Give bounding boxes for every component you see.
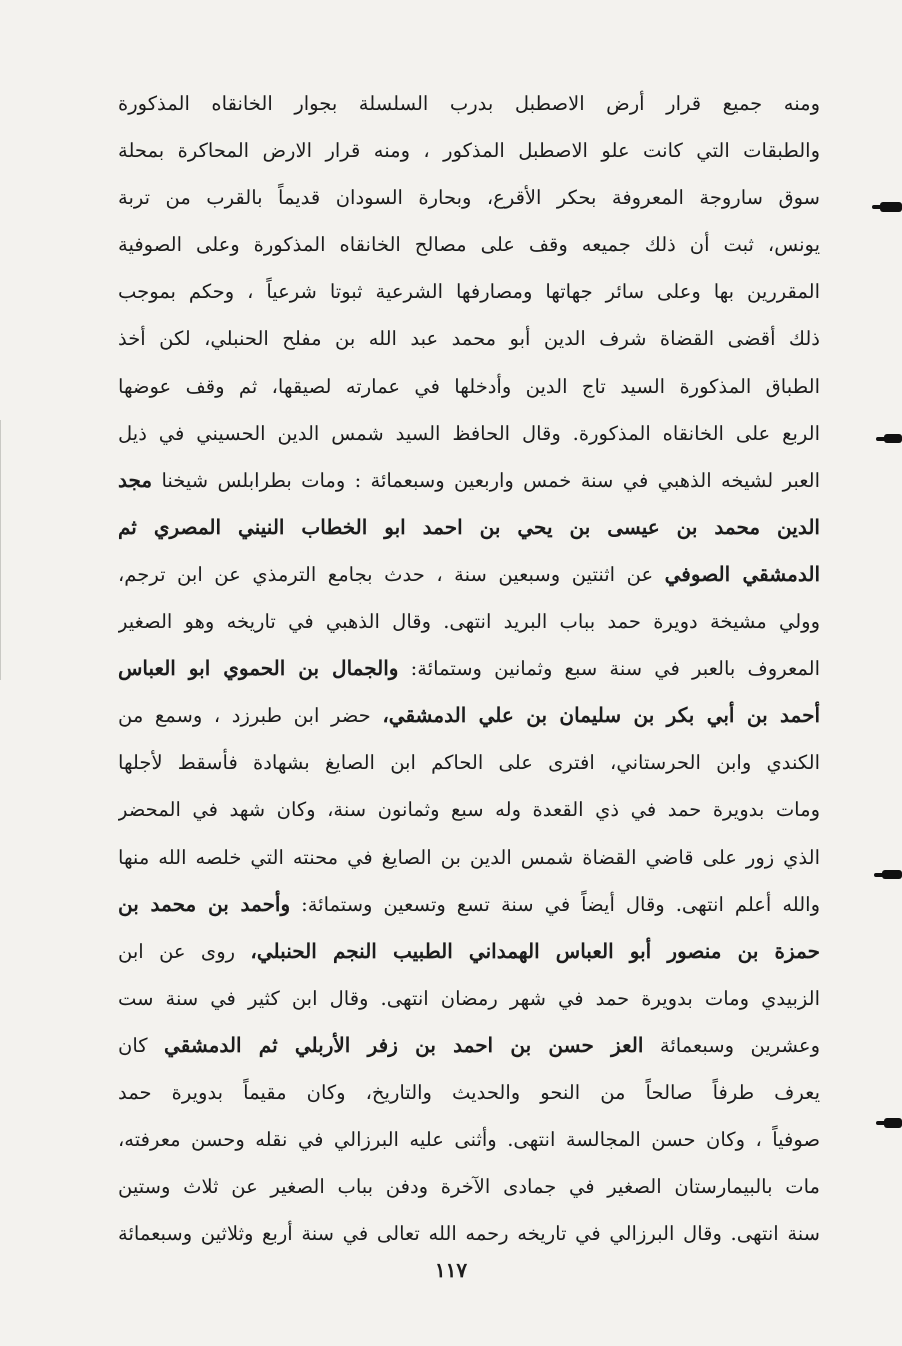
text-segment: المعروف بالعبر في سنة سبع وثمانين وستمائة: — [398, 657, 820, 681]
text-segment: ذلك أقضى القضاة شرف الدين أبو محمد عبد الله بن مفلح الحنبلي، لكن أخذ — [118, 327, 820, 351]
text-segment: العبر لشيخه الذهبي في سنة خمس واربعين وسبعمائة : ومات بطرابلس شيخنا — [152, 468, 820, 492]
text-segment: سنة انتهى. وقال البرزالي في تاريخه رحمه الله تعالى في سنة أربع وثلاثين وسبعمائة — [118, 1222, 820, 1246]
text-line — [118, 598, 820, 645]
bold-name-segment: مجد — [118, 467, 153, 492]
text-line — [118, 1210, 820, 1257]
text-segment: وولي مشيخة دويرة حمد بباب البريد انتهى. وقال الذهبي في تاريخه وهو الصغير — [118, 610, 820, 634]
text-segment: يونس، ثبت أن ذلك جميعه وقف على مصالح الخانقاه المذكورة وعلى الصوفية — [118, 233, 820, 257]
text-segment: حضر ابن طبرزد ، وسمع من — [118, 704, 383, 728]
text-line — [118, 645, 820, 692]
margin-mark-1 — [880, 202, 902, 212]
bold-name-segment: والجمال بن الحموي ابو العباس — [118, 656, 399, 681]
text-segment: عن اثنتين وسبعين سنة ، حدث بجامع الترمذي عن ابن ترجم، — [118, 562, 665, 586]
text-line — [118, 410, 820, 457]
bold-name-segment: حمزة بن منصور أبو العباس الهمداني الطبيب النجم الحنبلي، — [250, 938, 820, 963]
text-segment: كان — [118, 1033, 165, 1057]
text-segment: المقررين بها وعلى سائر جهاتها ومصارفها الشرعية ثبوتا شرعياً ، وحكم بموجب — [118, 280, 820, 304]
text-line — [118, 692, 820, 739]
text-line — [118, 1069, 820, 1116]
text-line — [118, 928, 820, 975]
text-segment: والله أعلم انتهى. وقال أيضاً في سنة تسع وتسعين وستمائة: — [290, 892, 820, 916]
page-number: ١١٧ — [434, 1258, 468, 1282]
text-line — [118, 551, 820, 598]
text-segment: الطباق المذكورة السيد تاج الدين وأدخلها في عمارته لصيقها، ثم وقف عوضها — [118, 374, 820, 398]
text-segment: وعشرين وسبعمائة — [643, 1033, 820, 1057]
text-segment: مات بالبيمارستان الصغير في جمادى الآخرة ودفن بباب الصغير عن ثلاث وستين — [118, 1175, 820, 1199]
text-segment: ومات بدويرة حمد في ذي القعدة وله سبع وثمانون سنة، وكان شهد في المحضر — [118, 798, 820, 822]
text-segment: الذي زور على قاضي القضاة شمس الدين بن الصايغ في محنته التي خلصه الله منها — [118, 845, 820, 869]
text-line — [118, 1163, 820, 1210]
text-segment: الربع على الخانقاه المذكورة. وقال الحافظ السيد شمس الدين الحسيني في ذيل — [118, 421, 820, 445]
text-line — [118, 1022, 820, 1069]
text-line — [118, 80, 820, 127]
bold-name-segment: العز حسن بن احمد بن زفر الأربلي ثم الدمشقي — [164, 1032, 644, 1057]
text-line — [118, 457, 820, 504]
margin-mark-2 — [884, 434, 902, 443]
text-line — [118, 834, 820, 881]
text-segment: ومنه جميع قرار أرض الاصطبل بدرب السلسلة بجوار الخانقاه المذكورة — [118, 92, 820, 115]
text-line — [118, 786, 820, 833]
bold-name-segment: أحمد بن أبي بكر بن سليمان بن علي الدمشقي، — [382, 703, 820, 728]
text-segment: روى عن ابن — [118, 939, 251, 963]
text-line — [118, 1116, 820, 1163]
text-line — [118, 881, 820, 928]
bold-name-segment: الدمشقي الصوفي — [664, 561, 820, 586]
text-segment: الكندي وابن الحرستاني، افترى على الحاكم ابن الصايغ بشهادة فأسقط لأجلها — [118, 751, 820, 775]
text-line — [118, 363, 820, 410]
margin-mark-4 — [884, 1118, 902, 1128]
bold-name-segment: الدين محمد بن عيسى بن يحي بن احمد ابو الخطاب النيني المصري ثم — [118, 514, 820, 539]
text-segment: الزبيدي ومات بدويرة حمد في شهر رمضان انتهى. وقال ابن كثير في سنة ست — [118, 986, 820, 1010]
margin-mark-3 — [882, 870, 902, 879]
text-line — [118, 504, 820, 551]
text-line — [118, 221, 820, 268]
text-line — [118, 315, 820, 362]
text-line — [118, 268, 820, 315]
body-text — [118, 80, 820, 1257]
text-line — [118, 739, 820, 786]
text-line — [118, 975, 820, 1022]
bold-name-segment: وأحمد بن محمد بن — [118, 891, 291, 916]
text-line — [118, 174, 820, 221]
page-edge-shadow — [0, 420, 1, 680]
text-line — [118, 127, 820, 174]
text-segment: يعرف طرفاً صالحاً من النحو والحديث والتاريخ، وكان مقيماً بدويرة حمد — [118, 1080, 820, 1104]
text-segment: سوق ساروجة المعروفة بحكر الأقرع، وبحارة السودان قديماً بالقرب من تربة — [118, 186, 820, 210]
text-segment: صوفياً ، وكان حسن المجالسة انتهى. وأثنى عليه البرزالي في نقله وحسن معرفته، — [118, 1128, 820, 1152]
text-segment: والطبقات التي كانت علو الاصطبل المذكور ، ومنه قرار الارض المحاكرة بمحلة — [118, 139, 820, 163]
